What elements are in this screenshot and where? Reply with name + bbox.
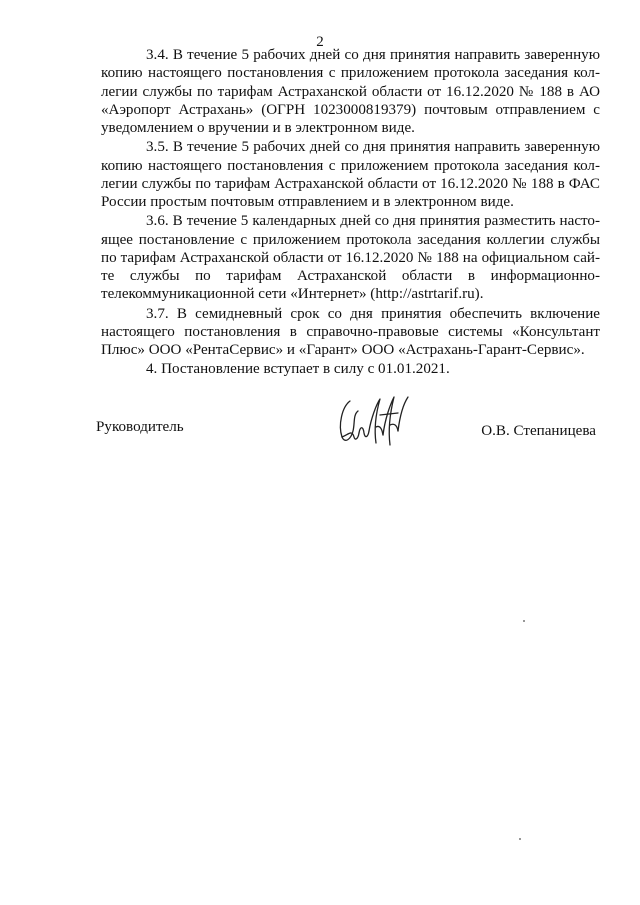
paragraph-4 <box>101 360 600 378</box>
text-line: по тарифам Астраханской области от 16.12.2020 № 188 на официальном сай- <box>101 249 600 266</box>
scan-speck <box>519 838 521 840</box>
text-line: 3.5. В течение 5 рабочих дней со дня принятия направить заверенную <box>146 139 600 156</box>
text-line: России простым почтовым отправлением и в электронном виде. <box>101 194 514 210</box>
handwritten-signature <box>336 395 414 447</box>
text-line: Плюс» ООО «РентаСервис» и «Гарант» ООО «Астрахань-Гарант-Сервис». <box>101 342 585 358</box>
text-line: «Аэропорт Астрахань» (ОГРН 1023000819379) почтовым отправлением с <box>101 101 600 118</box>
signatory-title: Руководитель <box>96 419 184 435</box>
text-line: легии службы по тарифам Астраханской области от 16.12.2020 № 188 в АО <box>101 83 600 100</box>
text-line: копию настоящего постановления с приложением протокола заседания кол- <box>101 157 600 174</box>
text-line: легии службы по тарифам Астраханской области от 16.12.2020 № 188 в ФАС <box>101 175 600 192</box>
paragraph-3-7 <box>101 305 600 360</box>
paragraph-3-6 <box>101 212 600 303</box>
scan-speck <box>523 620 525 622</box>
text-line: 3.6. В течение 5 календарных дней со дня принятия разместить насто- <box>146 213 600 230</box>
text-line: 3.7. В семидневный срок со дня принятия обеспечить включение <box>146 305 600 322</box>
document-body <box>101 46 600 379</box>
text-line: ящее постановление с приложением протокола заседания коллегии службы <box>101 231 600 248</box>
text-line: 4. Постановление вступает в силу с 01.01.2021. <box>146 361 450 378</box>
paragraph-3-5 <box>101 138 600 211</box>
paragraph-3-4 <box>101 46 600 137</box>
text-line: настоящего постановления в справочно-правовые системы «Консультант <box>101 323 600 340</box>
text-line: 3.4. В течение 5 рабочих дней со дня принятия направить заверенную <box>146 47 600 63</box>
signature-block <box>0 395 640 455</box>
page-number: 2 <box>316 34 324 50</box>
text-line: телекоммуникационной сети «Интернет» (http://astrtarif.ru). <box>101 286 484 303</box>
text-line: уведомлением о вручении и в электронном виде. <box>101 120 415 136</box>
text-line: те службы по тарифам Астраханской области в информационно- <box>101 268 600 284</box>
signatory-name: О.В. Степаницева <box>481 423 596 439</box>
text-line: копию настоящего постановления с приложением протокола заседания кол- <box>101 65 600 82</box>
